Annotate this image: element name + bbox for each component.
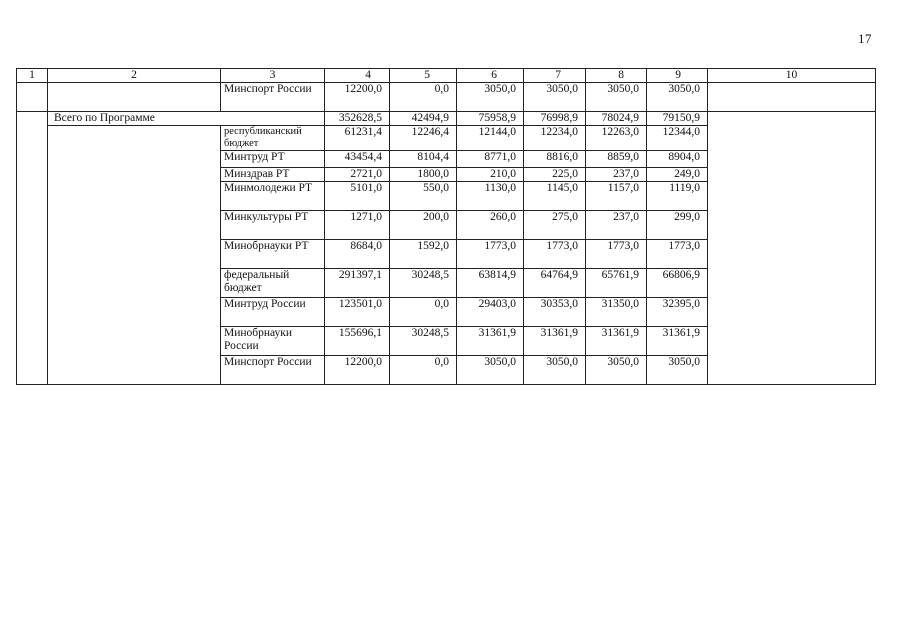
row-cell-year-value: 1119,0 [647,182,708,211]
row-cell-executor: республиканский бюджет [221,126,325,151]
row-cell-col1 [17,126,48,151]
table-row [17,356,876,385]
row-cell-year-value: 31361,9 [457,327,524,356]
row-cell-year-value: 42494,9 [390,112,457,126]
header-cell: 5 [390,69,457,83]
row-cell-executor: Минтруд РТ [221,151,325,168]
row-cell-year-value: 63814,9 [457,269,524,298]
row-cell-year-value: 8816,0 [524,151,586,168]
row-cell-year-value: 1130,0 [457,182,524,211]
row-cell-year-value: 225,0 [524,168,586,182]
table-header-row [17,69,876,83]
table-row [17,168,876,182]
row-cell-executor: Минкультуры РТ [221,211,325,240]
row-cell-year-value: 299,0 [647,211,708,240]
row-cell-col1 [17,211,48,240]
table-row [17,298,876,327]
budget-table [16,68,876,385]
table-row [17,327,876,356]
row-cell-col10 [708,240,876,269]
row-cell-year-value: 3050,0 [647,83,708,112]
row-cell-total: 123501,0 [325,298,390,327]
row-cell-col2 [48,126,221,151]
table-row [17,240,876,269]
row-cell-col10 [708,211,876,240]
row-cell-total: 1271,0 [325,211,390,240]
row-cell-executor: федеральный бюджет [221,269,325,298]
row-cell-col10 [708,151,876,168]
row-cell-col2 [48,151,221,168]
row-cell-year-value: 32395,0 [647,298,708,327]
row-cell-year-value: 30248,5 [390,269,457,298]
row-cell-year-value: 1592,0 [390,240,457,269]
table-row [17,182,876,211]
row-cell-year-value: 76998,9 [524,112,586,126]
table-row [17,211,876,240]
row-cell-year-value: 0,0 [390,83,457,112]
row-cell-col2 [48,298,221,327]
row-cell-year-value: 1145,0 [524,182,586,211]
table-row [17,269,876,298]
row-cell-year-value: 237,0 [586,211,647,240]
row-cell-year-value: 237,0 [586,168,647,182]
row-cell-year-value: 12263,0 [586,126,647,151]
row-cell-year-value: 1773,0 [524,240,586,269]
row-cell-year-value: 210,0 [457,168,524,182]
page-number: 17 [858,31,872,46]
header-cell: 3 [221,69,325,83]
row-cell-col10 [708,327,876,356]
row-cell-year-value: 0,0 [390,356,457,385]
row-cell-year-value: 12344,0 [647,126,708,151]
header-cell: 7 [524,69,586,83]
row-cell-year-value: 3050,0 [457,83,524,112]
row-cell-col2 [48,168,221,182]
row-cell-year-value: 79150,9 [647,112,708,126]
row-cell-col10 [708,182,876,211]
row-cell-total: 8684,0 [325,240,390,269]
row-cell-col2 [48,356,221,385]
row-cell-executor: Минмолодежи РТ [221,182,325,211]
table-row [17,83,876,112]
row-cell-col10 [708,83,876,112]
row-cell-year-value: 12234,0 [524,126,586,151]
row-cell-executor: Минобрнауки РТ [221,240,325,269]
row-cell-year-value: 65761,9 [586,269,647,298]
header-cell: 8 [586,69,647,83]
row-cell-executor: Минздрав РТ [221,168,325,182]
row-cell-year-value: 31350,0 [586,298,647,327]
row-cell-col2 [48,182,221,211]
row-cell-col2 [48,83,221,112]
row-cell-col1 [17,327,48,356]
row-cell-year-value: 8859,0 [586,151,647,168]
header-cell: 4 [325,69,390,83]
row-cell-year-value: 3050,0 [586,83,647,112]
row-cell-year-value: 8104,4 [390,151,457,168]
row-cell-col1 [17,151,48,168]
row-cell-executor: Минспорт России [221,356,325,385]
row-cell-col1 [17,269,48,298]
table-row [17,151,876,168]
row-cell-col1 [17,168,48,182]
row-cell-year-value: 12144,0 [457,126,524,151]
row-cell-year-value: 1773,0 [586,240,647,269]
row-cell-year-value: 31361,9 [647,327,708,356]
row-cell-col1 [17,112,48,126]
row-cell-year-value: 30353,0 [524,298,586,327]
row-cell-year-value: 1773,0 [457,240,524,269]
table-row-total [17,112,876,126]
row-cell-year-value: 1773,0 [647,240,708,269]
row-cell-total: 352628,5 [325,112,390,126]
row-cell-year-value: 275,0 [524,211,586,240]
row-cell-col1 [17,356,48,385]
row-cell-executor: Минспорт России [221,83,325,112]
row-cell-year-value: 249,0 [647,168,708,182]
row-cell-year-value: 66806,9 [647,269,708,298]
row-cell-year-value: 3050,0 [524,83,586,112]
row-cell-col10 [708,168,876,182]
row-cell-col2 [48,211,221,240]
row-cell-year-value: 200,0 [390,211,457,240]
row-cell-col10 [708,112,876,126]
row-cell-total: 155696,1 [325,327,390,356]
row-cell-col10 [708,298,876,327]
header-cell: 2 [48,69,221,83]
row-cell-col2 [48,240,221,269]
header-cell: 10 [708,69,876,83]
header-cell: 1 [17,69,48,83]
row-cell-executor: Минобрнауки России [221,327,325,356]
row-cell-col10 [708,126,876,151]
row-cell-year-value: 8771,0 [457,151,524,168]
row-cell-year-value: 3050,0 [647,356,708,385]
row-cell-col2 [48,269,221,298]
row-cell-year-value: 0,0 [390,298,457,327]
row-cell-executor: Минтруд России [221,298,325,327]
row-cell-year-value: 31361,9 [524,327,586,356]
row-cell-year-value: 3050,0 [586,356,647,385]
row-cell-col1 [17,240,48,269]
row-cell-year-value: 75958,9 [457,112,524,126]
row-cell-col10 [708,269,876,298]
row-cell-year-value: 260,0 [457,211,524,240]
row-cell-total: 5101,0 [325,182,390,211]
row-cell-year-value: 1157,0 [586,182,647,211]
header-cell: 9 [647,69,708,83]
row-cell-col2 [48,327,221,356]
row-cell-total: 43454,4 [325,151,390,168]
row-cell-year-value: 78024,9 [586,112,647,126]
row-cell-total: 291397,1 [325,269,390,298]
program-total-label: Всего по Программе [48,112,325,126]
row-cell-year-value: 550,0 [390,182,457,211]
row-cell-year-value: 12246,4 [390,126,457,151]
row-cell-col1 [17,83,48,112]
row-cell-year-value: 8904,0 [647,151,708,168]
row-cell-col1 [17,298,48,327]
table-row [17,126,876,151]
row-cell-total: 61231,4 [325,126,390,151]
row-cell-year-value: 31361,9 [586,327,647,356]
row-cell-year-value: 3050,0 [457,356,524,385]
row-cell-col10 [708,356,876,385]
row-cell-year-value: 29403,0 [457,298,524,327]
row-cell-total: 12200,0 [325,356,390,385]
row-cell-total: 2721,0 [325,168,390,182]
row-cell-year-value: 64764,9 [524,269,586,298]
row-cell-year-value: 30248,5 [390,327,457,356]
row-cell-year-value: 3050,0 [524,356,586,385]
row-cell-year-value: 1800,0 [390,168,457,182]
header-cell: 6 [457,69,524,83]
row-cell-total: 12200,0 [325,83,390,112]
row-cell-col1 [17,182,48,211]
